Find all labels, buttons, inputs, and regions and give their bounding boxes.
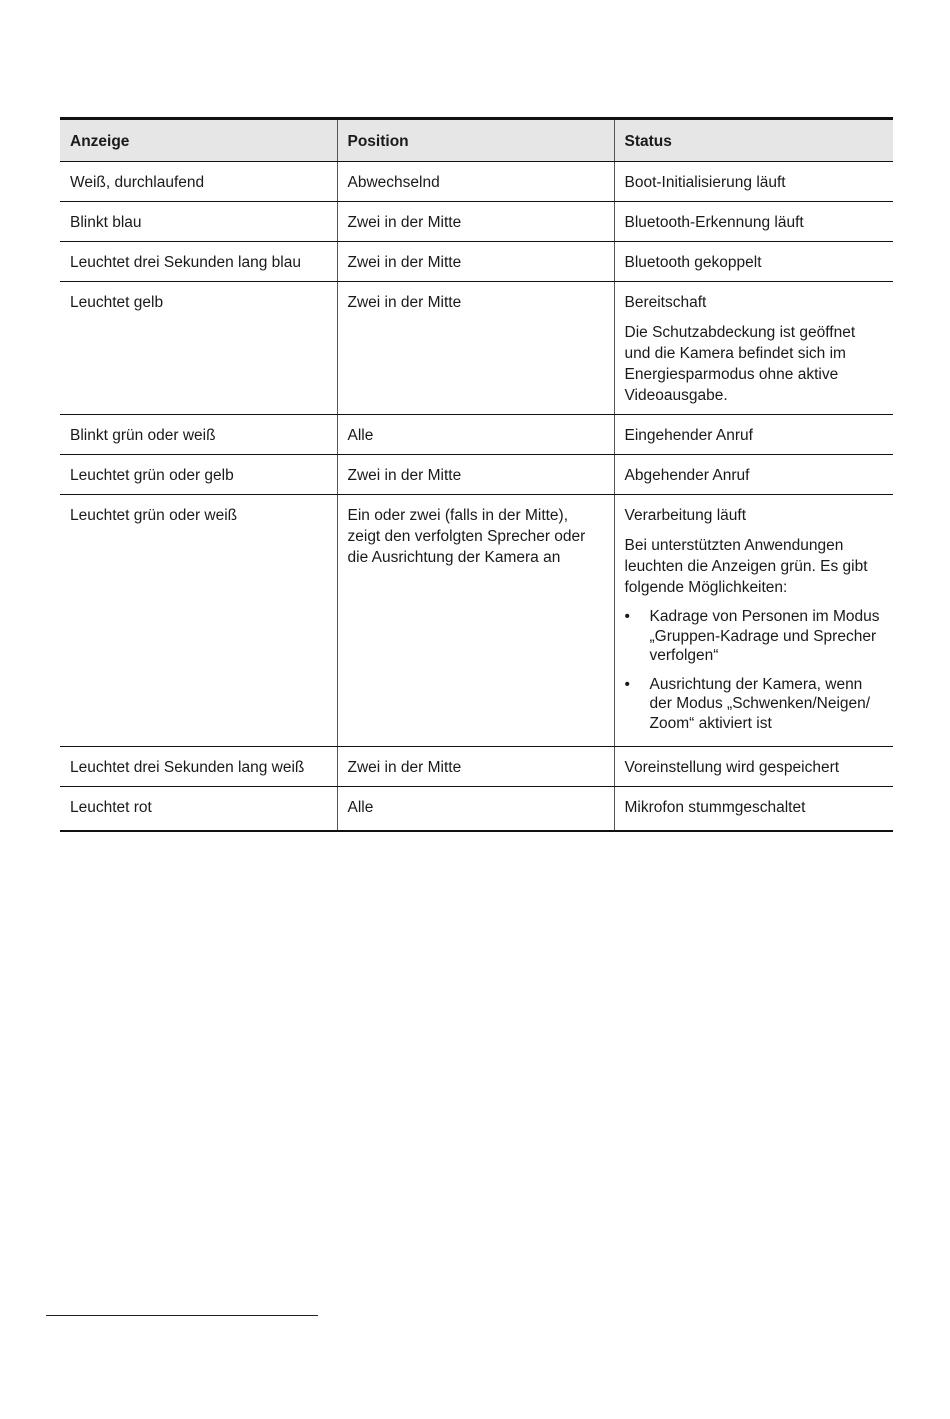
status-title: Bereitschaft (624, 294, 707, 311)
cell-status: Mikrofon stummgeschaltet (614, 787, 893, 832)
table-row (60, 495, 893, 747)
cell-position: Zwei in der Mitte (337, 202, 614, 242)
cell-position: Alle (337, 415, 614, 455)
cell-status: Abgehender Anruf (614, 455, 893, 495)
status-note: Die Schutzabdeckung ist geöffnet und die Kamera befindet sich im Energiesparmodus ohne aktive Videoausgabe. (624, 324, 856, 404)
table-header-row (60, 119, 893, 162)
table-row (60, 415, 893, 455)
cell-position: Zwei in der Mitte (337, 282, 614, 415)
cell-anzeige: Leuchtet gelb (60, 282, 337, 415)
cell-status: Bluetooth gekoppelt (614, 242, 893, 282)
cell-status: Eingehender Anruf (614, 415, 893, 455)
table-row (60, 747, 893, 787)
cell-anzeige: Blinkt blau (60, 202, 337, 242)
cell-position: Ein oder zwei (falls in der Mitte), zeigt den verfolgten Sprecher oder die Ausrichtung der Kamera an (337, 495, 614, 747)
bullet-icon: • (624, 608, 630, 625)
table-row (60, 787, 893, 832)
cell-status: Bluetooth-Erkennung läuft (614, 202, 893, 242)
table-row (60, 242, 893, 282)
list-item (625, 675, 884, 734)
cell-status: Voreinstellung wird gespeichert (614, 747, 893, 787)
header-status: Status (614, 119, 893, 162)
led-indicator-table (60, 117, 893, 832)
cell-status (614, 282, 893, 415)
table-row (60, 202, 893, 242)
list-item-text: Ausrichtung der Kamera, wenn der Modus „Schwenken/Neigen/ Zoom“ aktiviert ist (649, 675, 871, 732)
table-row (60, 455, 893, 495)
cell-anzeige: Weiß, durchlaufend (60, 162, 337, 202)
status-note: Bei unterstützten Anwendungen leuchten die Anzeigen grün. Es gibt folgende Möglichkeiten: (624, 537, 868, 596)
list-item-text: Kadrage von Personen im Modus „Gruppen-Kadrage und Sprecher verfolgen“ (649, 608, 880, 664)
status-title: Verarbeitung läuft (624, 507, 747, 524)
bullet-icon: • (624, 675, 630, 693)
cell-anzeige: Leuchtet grün oder weiß (60, 495, 337, 747)
cell-anzeige: Leuchtet rot (60, 787, 337, 832)
cell-status (614, 495, 893, 747)
cell-anzeige: Leuchtet grün oder gelb (60, 455, 337, 495)
footnote-divider (46, 1315, 318, 1316)
table-row (60, 282, 893, 415)
table-row (60, 162, 893, 202)
cell-anzeige: Blinkt grün oder weiß (60, 415, 337, 455)
bullet-list (625, 607, 884, 733)
cell-position: Zwei in der Mitte (337, 747, 614, 787)
cell-position: Zwei in der Mitte (337, 455, 614, 495)
cell-position: Alle (337, 787, 614, 832)
cell-position: Zwei in der Mitte (337, 242, 614, 282)
header-anzeige: Anzeige (60, 119, 337, 162)
cell-status: Boot-Initialisierung läuft (614, 162, 893, 202)
list-item (625, 607, 884, 666)
cell-anzeige: Leuchtet drei Sekunden lang blau (60, 242, 337, 282)
cell-position: Abwechselnd (337, 162, 614, 202)
header-position: Position (337, 119, 614, 162)
cell-anzeige: Leuchtet drei Sekunden lang weiß (60, 747, 337, 787)
